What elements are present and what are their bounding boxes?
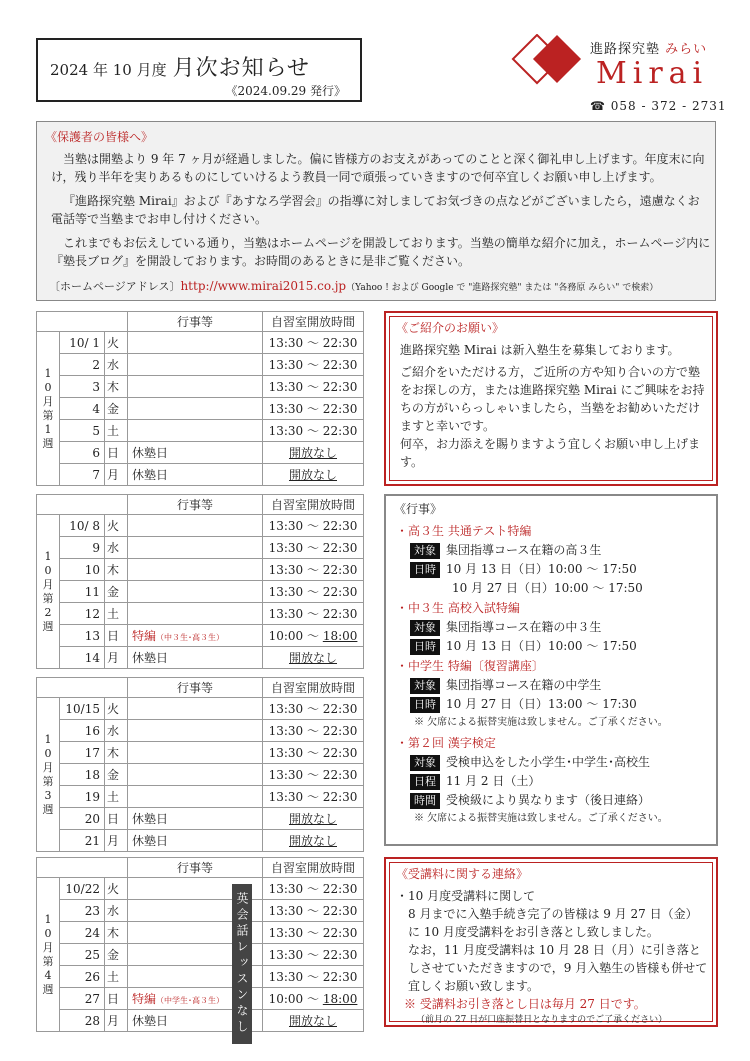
open-time-cell: 13:30 ～ 22:30 <box>263 398 364 420</box>
schedule-table-week-2 <box>36 494 364 669</box>
corner-cell <box>37 312 128 332</box>
table-row <box>37 603 364 625</box>
weekday-cell: 水 <box>105 720 128 742</box>
weekday-cell: 金 <box>105 581 128 603</box>
event-cell: 休塾日 <box>128 442 263 464</box>
referral-p1: 進路探究塾 Mirai は新入塾生を募集しております。 <box>400 343 680 357</box>
date-cell: 9 <box>60 537 105 559</box>
event-cell: 休塾日 <box>128 830 263 852</box>
weekday-cell: 金 <box>105 764 128 786</box>
event-title: ・第２回 漢字検定 <box>396 736 496 750</box>
table-row <box>37 442 364 464</box>
date-cell: 23 <box>60 900 105 922</box>
open-time-cell: 13:30 ～ 22:30 <box>263 420 364 442</box>
week-label: 1 0 月 第 1 週 <box>37 332 60 486</box>
schedule-table-week-4 <box>36 857 364 1032</box>
fee-line-2: 8 月までに入塾手続き完了の皆様は 9 月 27 日（金）に 10 月度受講料をお引き落とし致しました。 <box>408 907 698 939</box>
table-row <box>37 515 364 537</box>
table-row <box>37 742 364 764</box>
event-title: ・高３生 共通テスト特編 <box>396 524 532 538</box>
open-time-cell: 13:30 ～ 22:30 <box>263 354 364 376</box>
table-row <box>37 354 364 376</box>
event-cell <box>128 559 263 581</box>
table-row <box>37 988 364 1010</box>
weekday-cell: 木 <box>105 376 128 398</box>
weekday-cell: 金 <box>105 944 128 966</box>
open-time-cell: 13:30 ～ 22:30 <box>263 720 364 742</box>
col-header-event: 行事等 <box>128 495 263 515</box>
weekday-cell: 火 <box>105 332 128 354</box>
open-time-cell: 13:30 ～ 22:30 <box>263 332 364 354</box>
event-tag: 日程 <box>410 774 440 790</box>
event-tag: 対象 <box>410 755 440 771</box>
event-cell <box>128 764 263 786</box>
date-cell: 2 <box>60 354 105 376</box>
weekday-cell: 土 <box>105 420 128 442</box>
weekday-cell: 木 <box>105 922 128 944</box>
event-cell <box>128 537 263 559</box>
col-header-event: 行事等 <box>128 312 263 332</box>
date-cell: 13 <box>60 625 105 647</box>
fee-line-5: （前月の 27 日が口座振替日となりますのでご了承ください） <box>416 1015 668 1025</box>
date-cell: 7 <box>60 464 105 486</box>
date-cell: 17 <box>60 742 105 764</box>
event-cell: 休塾日 <box>128 808 263 830</box>
weekday-cell: 火 <box>105 515 128 537</box>
open-time-cell: 13:30 ～ 22:30 <box>263 786 364 808</box>
week-label: 1 0 月 第 2 週 <box>37 515 60 669</box>
open-time-cell: 13:30 ～ 22:30 <box>263 742 364 764</box>
date-cell: 12 <box>60 603 105 625</box>
event-detail: 対象 集団指導コース在籍の中学生 <box>396 676 712 694</box>
event-item <box>396 734 712 828</box>
table-row <box>37 966 364 988</box>
weekday-cell: 土 <box>105 786 128 808</box>
homepage-link[interactable]: http://www.mirai2015.co.jp <box>180 279 347 293</box>
weekday-cell: 木 <box>105 559 128 581</box>
open-time-cell: 13:30 ～ 22:30 <box>263 698 364 720</box>
table-row <box>37 376 364 398</box>
event-cell <box>128 786 263 808</box>
event-cell <box>128 720 263 742</box>
title-box <box>36 38 362 102</box>
weekday-cell: 月 <box>105 464 128 486</box>
event-cell <box>128 603 263 625</box>
open-time-cell: 13:30 ～ 22:30 <box>263 966 364 988</box>
events-box <box>384 494 718 846</box>
col-header-open: 自習室開放時間 <box>263 858 364 878</box>
event-tag: 日時 <box>410 639 440 655</box>
date-cell: 18 <box>60 764 105 786</box>
issue-date: 《2024.09.29 発行》 <box>225 84 346 98</box>
table-row <box>37 625 364 647</box>
notice-paragraph-3: これまでもお伝えしている通り，当塾はホームページを開設しております。当塾の簡単な紹介に加え，ホームページ内に『塾長ブログ』を開設しております。お時間のあるときに是非ご覧ください。 <box>51 236 711 268</box>
table-row <box>37 900 364 922</box>
weekday-cell: 火 <box>105 698 128 720</box>
event-item <box>396 522 712 597</box>
open-time-cell: 13:30 ～ 22:30 <box>263 900 364 922</box>
date-cell: 25 <box>60 944 105 966</box>
event-tag: 日時 <box>410 562 440 578</box>
table-row <box>37 647 364 669</box>
fee-box <box>384 857 718 1027</box>
weekday-cell: 木 <box>105 742 128 764</box>
table-row <box>37 878 364 900</box>
corner-cell <box>37 678 128 698</box>
week-label: 1 0 月 第 4 週 <box>37 878 60 1032</box>
weekday-cell: 日 <box>105 625 128 647</box>
event-cell <box>128 354 263 376</box>
table-row <box>37 559 364 581</box>
table-row <box>37 537 364 559</box>
event-cell <box>128 376 263 398</box>
col-header-open: 自習室開放時間 <box>263 312 364 332</box>
event-item <box>396 657 712 732</box>
date-cell: 4 <box>60 398 105 420</box>
event-tag: 日時 <box>410 697 440 713</box>
open-time-cell: 13:30 ～ 22:30 <box>263 878 364 900</box>
date-cell: 10/15 <box>60 698 105 720</box>
col-header-event: 行事等 <box>128 678 263 698</box>
events-heading: 《行事》 <box>394 502 443 516</box>
corner-cell <box>37 858 128 878</box>
table-row <box>37 764 364 786</box>
open-time-cell: 10:00 ～ 18:00 <box>263 625 364 647</box>
date-cell: 24 <box>60 922 105 944</box>
event-detail: 日時 10 月 27 日（日）13:00 ～ 17:30 <box>396 695 712 713</box>
table-row <box>37 1010 364 1032</box>
schedule-table-week-3 <box>36 677 364 852</box>
table-row <box>37 720 364 742</box>
table-row <box>37 398 364 420</box>
notice-heading: 《保護者の皆様へ》 <box>45 130 154 144</box>
open-time-cell: 13:30 ～ 22:30 <box>263 922 364 944</box>
open-time-cell: 開放なし <box>263 808 364 830</box>
date-cell: 20 <box>60 808 105 830</box>
fee-line-4: ※ 受講料お引き落とし日は毎月 27 日です。 <box>404 997 646 1011</box>
schedule-table-week-1 <box>36 311 364 486</box>
date-cell: 10 <box>60 559 105 581</box>
event-cell <box>128 698 263 720</box>
table-row <box>37 944 364 966</box>
event-cell: 特編（中学生･高３生） <box>128 988 263 1010</box>
date-cell: 3 <box>60 376 105 398</box>
notice-paragraph-2: 『進路探究塾 Mirai』および『あすなろ学習会』の指導に対しましてお気づきの点などがございましたら，遠慮なくお電話等で当塾までお申し付けください。 <box>51 194 700 226</box>
weekday-cell: 水 <box>105 537 128 559</box>
col-header-open: 自習室開放時間 <box>263 678 364 698</box>
open-time-cell: 開放なし <box>263 442 364 464</box>
fee-line-3: なお，11 月度受講料は 10 月 28 日（月）に引き落としさせていただきますので，9 月入塾生の皆様も併せて宜しくお願い致します。 <box>408 943 708 993</box>
event-tag: 対象 <box>410 543 440 559</box>
weekday-cell: 土 <box>105 966 128 988</box>
event-tag: 対象 <box>410 678 440 694</box>
event-cell: 休塾日 <box>128 464 263 486</box>
date-cell: 27 <box>60 988 105 1010</box>
weekday-cell: 月 <box>105 1010 128 1032</box>
logo <box>498 34 718 94</box>
date-cell: 10/ 8 <box>60 515 105 537</box>
referral-request-box <box>384 311 718 486</box>
open-time-cell: 開放なし <box>263 1010 364 1032</box>
event-detail: 日時 10 月 13 日（日）10:00 ～ 17:50 <box>396 560 712 578</box>
event-detail: 時間 受検級により異なります（後日連絡） <box>396 791 712 809</box>
col-header-event: 行事等 <box>128 858 263 878</box>
table-row <box>37 581 364 603</box>
open-time-cell: 開放なし <box>263 830 364 852</box>
col-header-open: 自習室開放時間 <box>263 495 364 515</box>
table-row <box>37 698 364 720</box>
event-cell <box>128 332 263 354</box>
event-cell: 特編（中３生･高３生） <box>128 625 263 647</box>
event-detail: 10 月 27 日（日）10:00 ～ 17:50 <box>452 581 643 595</box>
open-time-cell: 10:00 ～ 18:00 <box>263 988 364 1010</box>
date-cell: 16 <box>60 720 105 742</box>
event-item <box>396 599 712 655</box>
event-tag: 対象 <box>410 620 440 636</box>
date-cell: 5 <box>60 420 105 442</box>
weekday-cell: 火 <box>105 878 128 900</box>
event-cell: 休塾日 <box>128 1010 263 1032</box>
event-note: ※ 欠席による振替実施は致しません。ご了承ください。 <box>414 813 668 824</box>
table-row <box>37 332 364 354</box>
open-time-cell: 13:30 ～ 22:30 <box>263 559 364 581</box>
weekday-cell: 日 <box>105 808 128 830</box>
fee-line-1: ・10 月度受講料に関して <box>396 889 536 903</box>
phone-number: ☎ 058 - 372 - 2731 <box>590 99 727 113</box>
logo-subtitle: 進路探究塾 みらい <box>590 42 708 57</box>
date-cell: 10/ 1 <box>60 332 105 354</box>
weekday-cell: 土 <box>105 603 128 625</box>
date-cell: 14 <box>60 647 105 669</box>
referral-p3: 何卒，お力添えを賜りますよう宜しくお願い申し上げます。 <box>400 437 701 469</box>
open-time-cell: 13:30 ～ 22:30 <box>263 537 364 559</box>
homepage-address: 〔ホームページアドレス〕http://www.mirai2015.co.jp（Yahoo ! および Google で "進路探究塾" または "各務原 みらい" で検索） <box>49 279 659 293</box>
table-row <box>37 922 364 944</box>
notice-paragraph-1: 当塾は開塾より 9 年 7 ヶ月が経過しました。偏に皆様方のお支えがあってのことと深く御礼申し上げます。年度末に向け，残り半年を実りあるものにしていけるよう教員一同で頑張っていきますので何卒宜しくお願い申し上げます。 <box>51 152 705 184</box>
weekday-cell: 月 <box>105 647 128 669</box>
weekday-cell: 日 <box>105 442 128 464</box>
table-row <box>37 786 364 808</box>
date-cell: 21 <box>60 830 105 852</box>
event-detail: 日時 10 月 13 日（日）10:00 ～ 17:50 <box>396 637 712 655</box>
event-detail: 対象 集団指導コース在籍の中３生 <box>396 618 712 636</box>
event-cell <box>128 420 263 442</box>
guardian-notice <box>36 121 716 301</box>
date-cell: 11 <box>60 581 105 603</box>
open-time-cell: 13:30 ～ 22:30 <box>263 515 364 537</box>
date-cell: 6 <box>60 442 105 464</box>
table-row <box>37 420 364 442</box>
event-note: ※ 欠席による振替実施は致しません。ご了承ください。 <box>414 717 668 728</box>
event-cell <box>128 398 263 420</box>
table-row <box>37 830 364 852</box>
weekday-cell: 金 <box>105 398 128 420</box>
date-cell: 10/22 <box>60 878 105 900</box>
event-tag: 時間 <box>410 793 440 809</box>
logo-diamond-icon <box>498 34 588 94</box>
open-time-cell: 13:30 ～ 22:30 <box>263 764 364 786</box>
open-time-cell: 13:30 ～ 22:30 <box>263 603 364 625</box>
event-cell <box>128 742 263 764</box>
table-row <box>37 464 364 486</box>
weekday-cell: 日 <box>105 988 128 1010</box>
weekday-cell: 水 <box>105 900 128 922</box>
open-time-cell: 開放なし <box>263 464 364 486</box>
event-title: ・中３生 高校入試特編 <box>396 601 520 615</box>
referral-p2: ご紹介をいただける方，ご近所の方や知り合いの方で塾をお探しの方，または進路探究塾 Mirai にご興味をお持ちの方がいらっしゃいましたら，当塾をお勧めいただけますと幸いです。 <box>400 365 705 433</box>
open-time-cell: 13:30 ～ 22:30 <box>263 944 364 966</box>
event-detail: 対象 受検申込をした小学生･中学生･高校生 <box>396 753 712 771</box>
week-label: 1 0 月 第 3 週 <box>37 698 60 852</box>
events-list <box>396 520 712 828</box>
event-detail: 対象 集団指導コース在籍の高３生 <box>396 541 712 559</box>
open-time-cell: 13:30 ～ 22:30 <box>263 376 364 398</box>
referral-heading: 《ご紹介のお願い》 <box>396 321 505 335</box>
date-cell: 26 <box>60 966 105 988</box>
event-cell: 休塾日 <box>128 647 263 669</box>
table-row <box>37 808 364 830</box>
weekday-cell: 水 <box>105 354 128 376</box>
date-cell: 28 <box>60 1010 105 1032</box>
page-title: 2024 年 10 月度 月次お知らせ <box>50 56 310 81</box>
date-cell: 19 <box>60 786 105 808</box>
logo-name: Mirai <box>596 56 709 91</box>
event-detail: 日程 11 月 2 日（土） <box>396 772 712 790</box>
open-time-cell: 13:30 ～ 22:30 <box>263 581 364 603</box>
english-lesson-banner: 英会話レッスンなし <box>232 884 252 1044</box>
open-time-cell: 開放なし <box>263 647 364 669</box>
corner-cell <box>37 495 128 515</box>
event-cell <box>128 515 263 537</box>
fee-heading: 《受講料に関する連絡》 <box>396 867 529 881</box>
event-title: ・中学生 特編〔復習講座〕 <box>396 659 544 673</box>
event-cell <box>128 581 263 603</box>
weekday-cell: 月 <box>105 830 128 852</box>
